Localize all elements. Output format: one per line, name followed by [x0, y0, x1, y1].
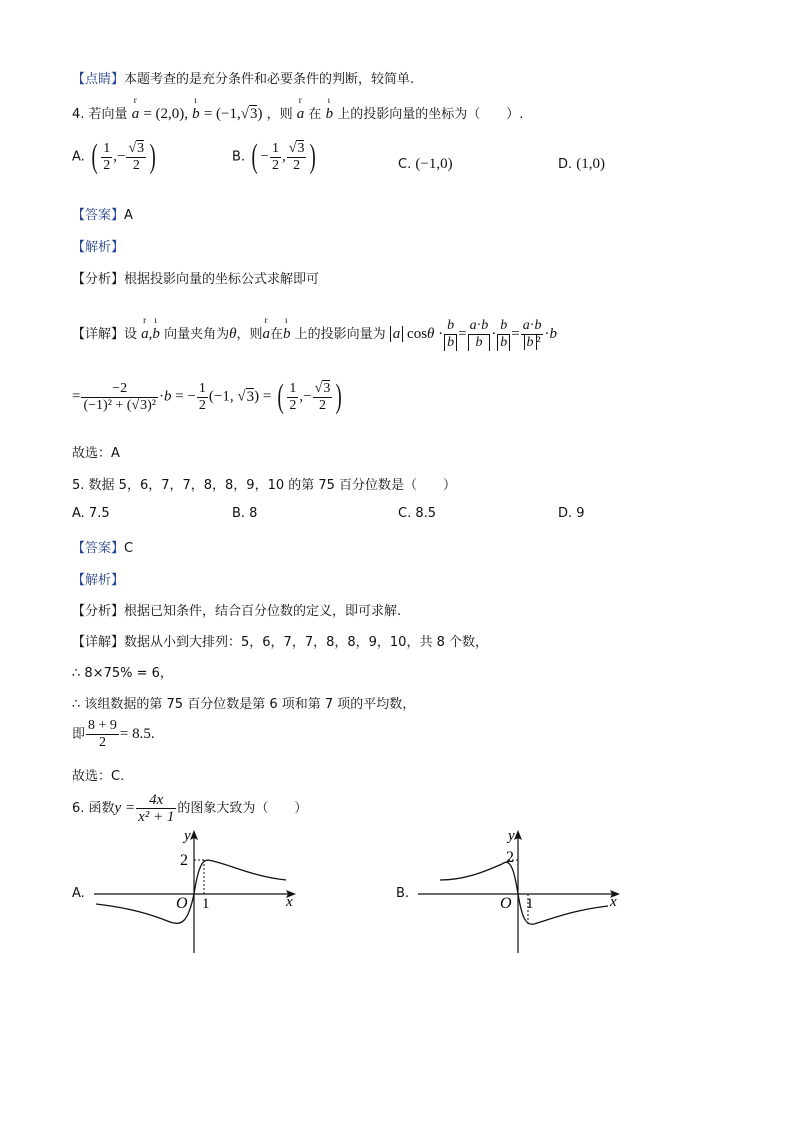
y-tick-2: 2: [180, 852, 188, 869]
y-axis-label: y: [184, 828, 191, 844]
detail-in: 在: [269, 327, 283, 342]
q4-stem-pre: 4. 若向量: [72, 107, 128, 122]
q4-option-b: B. ( − $\frac{1}{2}$ , $\frac{√3}{2}$ ): [232, 138, 317, 175]
result-fraction: $\frac{-2}{\text{(−1)² + (√3)²}}$: [83, 380, 156, 413]
option-text: (−1,0): [415, 156, 453, 172]
fenxi-text: 根据已知条件，结合百分位数的定义，即可求解.: [124, 604, 402, 619]
vector-a-2: r a: [297, 106, 305, 123]
analysis-tag: 【解析】: [72, 240, 125, 255]
q5-option-c: C. 8.5: [398, 506, 437, 521]
q6-graph-a: [90, 828, 330, 958]
projection-formula: a cosθ · $\frac{b}{b}$ = $\frac{a\cdot b}{b}$ · $\frac{b}{b}$ = $\frac{a\cdot b}{\text{b ²}}$ ·b: [390, 326, 557, 342]
answer-value: C: [124, 541, 134, 556]
q5-stem: 5. 数据 5，6，7，7，8，8，9，10 的第 75 百分位数是（ ）: [72, 478, 457, 493]
answer-tag: 【答案】: [72, 208, 125, 223]
vector-a: r a: [132, 106, 140, 123]
q4-fenxi: [72, 268, 319, 287]
q6-y: y =: [114, 800, 136, 816]
q4-answer: [72, 204, 133, 223]
vector-a-4: r a: [262, 326, 270, 343]
q4-vec-b-value: = (−1,: [203, 106, 241, 122]
q4-choose: 故选：A: [72, 446, 120, 461]
q4-option-a: A. ( $\frac{1}{2}$ ,− $\frac{√3}{2}$ ): [72, 138, 156, 175]
q5-answer: [72, 537, 133, 556]
q6-option-a-label: A.: [72, 886, 85, 901]
x-axis-label: x: [286, 894, 293, 910]
q6-option-b-label: B.: [396, 886, 410, 901]
fenxi-tag: 【分析】: [72, 272, 125, 287]
q4-stem-post: 上的投影向量的坐标为（ ）.: [337, 107, 524, 122]
vector-b-3: ı b: [152, 326, 160, 343]
q5-detail: [72, 631, 488, 650]
q5-line3: ∴ 该组数据的第 75 百分位数是第 6 项和第 7 项的平均数，: [72, 697, 416, 712]
line4-pre: 即: [72, 727, 86, 742]
option-text: (1,0): [576, 156, 606, 172]
q6-stem-pre: 6. 函数: [72, 801, 115, 816]
q4-option-d: [558, 156, 605, 173]
fenxi-tag: 【分析】: [72, 604, 125, 619]
note-text: 本题考查的是充分条件和必要条件的判断，较简单.: [124, 72, 415, 87]
detail-tag: 【详解】: [72, 635, 125, 650]
option-label: C.: [398, 157, 412, 172]
q6-stem-post: 的图象大致为（ ）: [177, 801, 308, 816]
fenxi-text: 根据投影向量的坐标公式求解即可: [124, 272, 320, 287]
note-tag: 【点睛】: [72, 72, 125, 87]
q4-detail: 【详解】设 r a,ı b 向量夹角为θ，则r a在ı b 上的投影向量为 a cosθ · $\frac{b}{b}$ = $\frac{a\cdot b}{b}$ · $\frac{b}{b}$ = $\frac{a\cdot b}{\text{b ²}}$ ·b: [72, 318, 557, 351]
theta-symbol: θ: [229, 326, 237, 342]
detail-mid: 向量夹角为: [164, 327, 230, 342]
origin-label: O: [176, 895, 188, 912]
q4-result: = $\frac{-2}{\text{(−1)² + (√3)²}}$ ·b = − $\frac{1}{2}$ (−1, √3) = ( $\frac{1}{2}$ ,− $\frac{√3}{2}$ ): [72, 378, 343, 415]
top-note: [72, 68, 414, 87]
q4-option-c: [398, 156, 453, 173]
analysis-tag: 【解析】: [72, 573, 125, 588]
option-label: D.: [558, 157, 573, 172]
q4-stem-in: 在: [308, 107, 322, 122]
q4-analysis: [72, 236, 124, 255]
vector-a-3: r a: [141, 326, 149, 343]
option-label: A.: [72, 149, 85, 165]
q6-graph-b: [414, 828, 654, 958]
y-tick-2: 2: [506, 849, 514, 866]
q5-line2: ∴ 8×75% = 6，: [72, 666, 173, 681]
detail-tag: 【详解】: [72, 327, 125, 342]
detail-pre: 设: [124, 327, 138, 342]
q5-analysis: [72, 569, 124, 588]
detail-post: 上的投影向量为: [294, 327, 386, 342]
q5-choose: 故选：C.: [72, 769, 125, 784]
q6-stem: [72, 792, 307, 825]
option-label: B.: [232, 149, 246, 165]
x-tick-1: 1: [202, 896, 210, 912]
x-axis-label: x: [610, 894, 617, 910]
answer-value: A: [124, 208, 133, 223]
x-tick-1: 1: [526, 896, 534, 912]
q5-option-d: D. 9: [558, 506, 585, 521]
q4-stem-mid: ，则: [266, 107, 293, 122]
origin-label: O: [500, 895, 512, 912]
vector-b-2: ı b: [326, 106, 334, 123]
q5-line4: [72, 718, 155, 751]
detail-mid2: ，则: [236, 327, 263, 342]
q4-vec-a-value: = (2,0),: [143, 106, 189, 122]
q5-option-a: A. 7.5: [72, 506, 110, 521]
q5-fenxi: [72, 600, 401, 619]
y-axis-label: y: [508, 828, 515, 844]
mean-fraction: $\frac{8 + 9}{2}$: [88, 718, 117, 750]
q4-stem: [72, 103, 523, 123]
vector-b-4: ı b: [283, 326, 291, 343]
line4-post: = 8.5.: [119, 726, 155, 742]
q5-option-b: B. 8: [232, 506, 258, 521]
q4-sqrt3: √3): [240, 106, 263, 122]
answer-tag: 【答案】: [72, 541, 125, 556]
q6-fraction: $\frac{4x}{\text{x² + 1}}$: [138, 792, 175, 825]
vector-b: ı b: [192, 106, 200, 123]
detail-text: 数据从小到大排列：5，6，7，7，8，8，9，10，共 8 个数，: [124, 635, 488, 650]
